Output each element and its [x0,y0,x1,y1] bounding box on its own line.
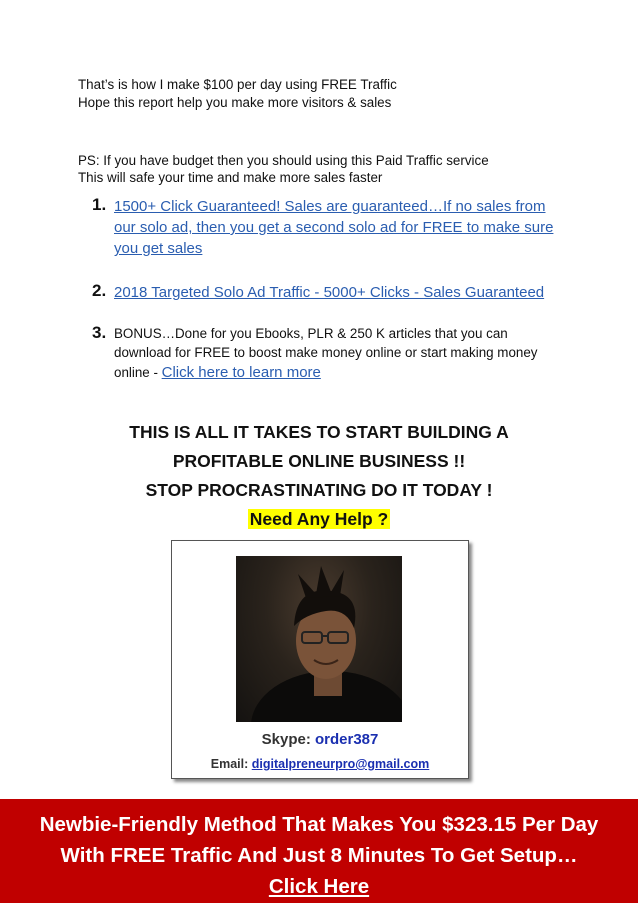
banner-line-2: With FREE Traffic And Just 8 Minutes To Get Setup… [60,844,578,867]
skype-label: Skype: [261,731,311,748]
email-line [172,757,468,771]
need-help-text: Need Any Help ? [249,509,389,529]
intro-line-2: Hope this report help you make more visitors & sales [78,95,392,110]
list-number: 1. [92,195,107,214]
cta-line-2: PROFITABLE ONLINE BUSINESS !! [172,451,466,471]
list-item [92,196,562,259]
ps-line-2: This will safe your time and make more sales faster [78,170,383,185]
bonus-text: BONUS…Done for you Ebooks, PLR & 250 K articles that you can download for FREE to boost make money online or start making money online - [114,326,538,380]
intro-line-1: That’s is how I make $100 per day using FREE Traffic [78,77,397,92]
email-link[interactable]: digitalpreneurpro@gmail.com [251,757,430,771]
ps-line-1: PS: If you have budget then you should using this Paid Traffic service [78,153,489,168]
help-heading [0,505,638,534]
promo-banner [0,799,638,903]
list-number: 3. [92,323,107,342]
contact-card [171,540,469,779]
list-item [92,282,562,303]
profile-photo [236,556,402,722]
service-list [92,196,562,383]
banner-line-1: Newbie-Friendly Method That Makes You $323.15 Per Day [39,813,599,836]
list-item [92,324,562,383]
targeted-traffic-link[interactable]: 2018 Targeted Solo Ad Traffic - 5000+ Clicks - Sales Guaranteed [114,284,545,301]
email-label: Email: [210,757,249,771]
skype-id[interactable]: order387 [315,731,379,748]
list-number: 2. [92,281,107,300]
banner-click-here-link[interactable]: Click Here [268,875,370,898]
skype-line [172,731,468,748]
cta-line-1: THIS IS ALL IT TAKES TO START BUILDING A [129,422,509,442]
cta-line-3: STOP PROCRASTINATING DO IT TODAY ! [145,480,493,500]
solo-ad-link[interactable]: 1500+ Click Guaranteed! Sales are guaranteed…If no sales from our solo ad, then you get a second solo ad for FREE to make sure you get sales [114,198,554,257]
person-image [236,556,402,722]
learn-more-link[interactable]: Click here to learn more [161,364,321,381]
